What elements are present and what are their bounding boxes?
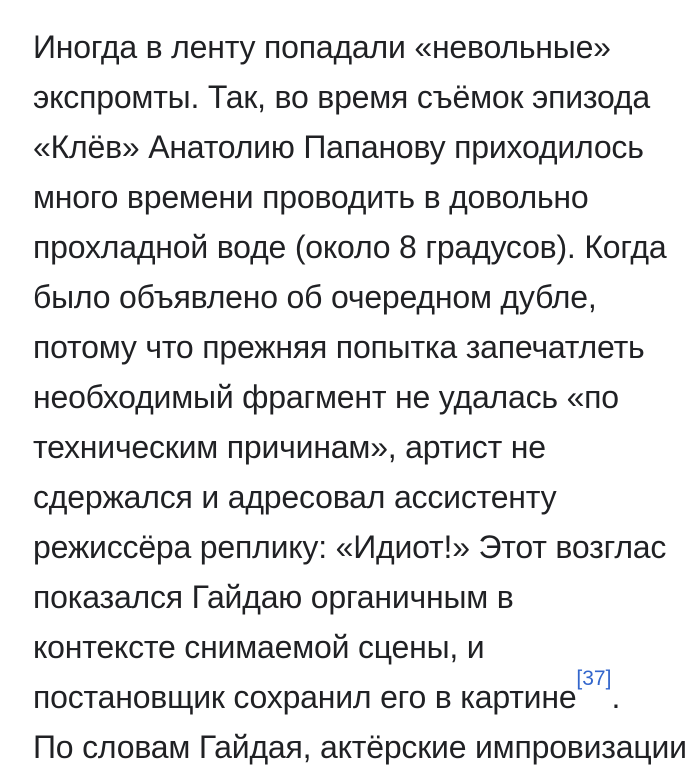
text-line: потому что прежняя попытка запечатлеть <box>33 329 645 365</box>
text-line: экспромты. Так, во время съёмок эпизода <box>33 79 650 115</box>
text-line: прохладной воде (около 8 градусов). Когда <box>33 229 667 265</box>
text-line: контексте снимаемой сцены, и <box>33 629 485 665</box>
text-line: показался Гайдаю органичным в <box>33 579 514 615</box>
text-line: режиссёра реплику: «Идиот!» Этот возглас <box>33 529 667 565</box>
next-paragraph-partial-line: По словам Гайдая, актёрские импровизации <box>33 729 687 765</box>
text-line: много времени проводить в довольно <box>33 179 589 215</box>
text-line: необходимый фрагмент не удалась «по <box>33 379 619 415</box>
sentence-period: . <box>611 679 621 715</box>
text-line: техническим причинам», артист не <box>33 429 546 465</box>
text-line-with-reference <box>33 667 666 722</box>
text-line: Иногда в ленту попадали «невольные» <box>33 29 611 65</box>
text-line: сдержался и адресовал ассистенту <box>33 479 557 515</box>
article-text-block <box>33 22 687 772</box>
text-line: «Клёв» Анатолию Папанову приходилось <box>33 129 644 165</box>
text-line-fragment: постановщик сохранил его в картине <box>33 679 577 715</box>
citation-reference-link[interactable]: [37] <box>576 667 612 691</box>
text-line: было объявлено об очередном дубле, <box>33 279 597 315</box>
